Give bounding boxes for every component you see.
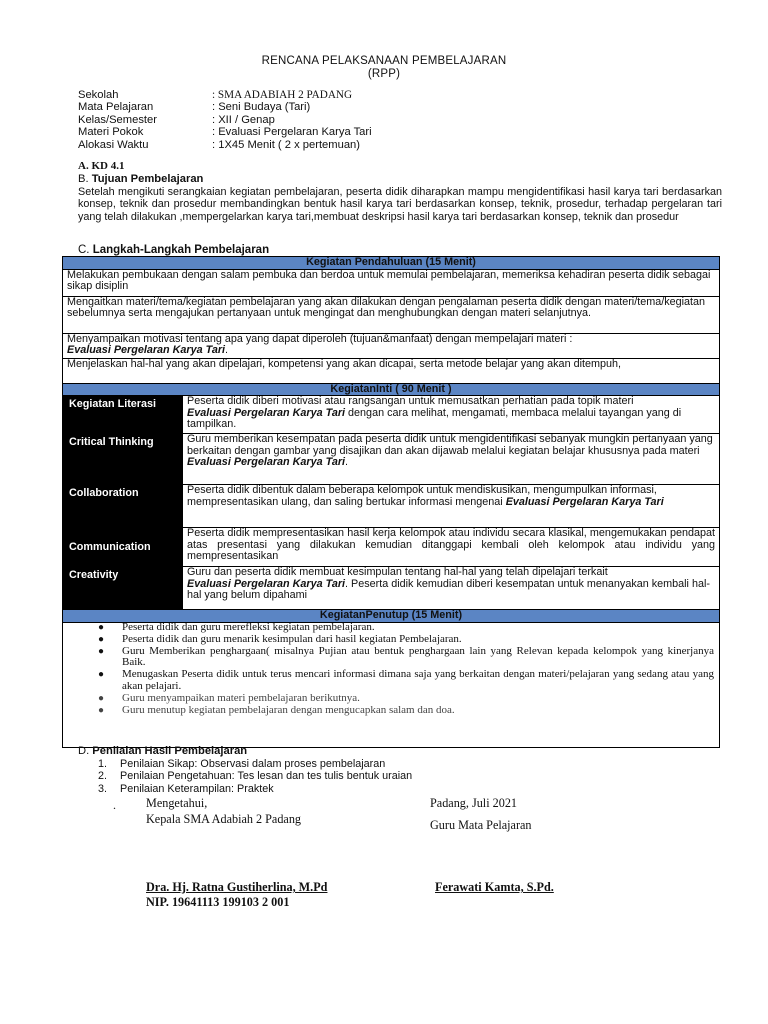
- motivasi-text: Menyampaikan motivasi tentang apa yang dapat diperoleh (tujuan&manfaat) dengan mempelajari materi :: [67, 332, 573, 345]
- bullet-icon: ●: [98, 669, 105, 681]
- penutup-item: Guru Memberikan penghargaan( misalnya Pujian atau bentuk penghargaan lain yang Relevan kepada kelompok yang kinerjanya Baik.: [122, 644, 714, 669]
- penilaian-list: [98, 758, 412, 795]
- critical-topic: Evaluasi Pergelaran Karya Tari: [187, 456, 346, 469]
- section-title: Penilaian Hasil Pembelajaran: [92, 745, 248, 757]
- critical-pre: Guru memberikan kesempatan pada peserta didik untuk mengidentifikasi sebanyak mungkin pertanyaan yang berkaitan dengan gambar yang disajikan dan akan dijawab melalui kegiatan belajar khususnya pada materi: [187, 433, 713, 457]
- table-row: [63, 358, 720, 383]
- signature-dot: .: [113, 798, 116, 812]
- bullet-icon: ●: [98, 692, 105, 704]
- info-label: Mata Pelajaran: [78, 101, 154, 114]
- info-value: : SMA ADABIAH 2 PADANG: [212, 89, 353, 101]
- table-row: [63, 485, 720, 528]
- item-text: Penilaian Pengetahuan: Tes lesan dan tes tulis bentuk uraian: [120, 770, 413, 783]
- penutup-item: Peserta didik dan guru menarik kesimpulan dari hasil kegiatan Pembelajaran.: [122, 632, 462, 645]
- section-b-heading: [78, 173, 203, 185]
- pendahuluan-row-4: Menjelaskan hal-hal yang akan dipelajari, kompetensi yang akan dicapai, serta metode belajar yang akan ditempuh,: [63, 358, 720, 383]
- info-label: Alokasi Waktu: [78, 138, 149, 151]
- signature-left: [146, 796, 301, 827]
- mengetahui-label: Mengetahui,: [146, 796, 208, 810]
- motivasi-topic: Evaluasi Pergelaran Karya Tari: [67, 344, 226, 357]
- list-item: [98, 783, 412, 795]
- literasi-pre: Peserta didik diberi motivasi atau rangsangan untuk memusatkan perhatian pada topik materi: [187, 395, 634, 408]
- communication-content: Peserta didik mempresentasikan hasil kerja kelompok atau individu secara klasikal, mengemukakan pendapat atas presentasi yang dilakukan kemudian ditanggapi kembali oleh kelompok atau individu yang mempresentasikan: [183, 528, 720, 567]
- literasi-content: [183, 396, 720, 434]
- section-d-heading: [78, 745, 247, 757]
- creativity-topic: Evaluasi Pergelaran Karya Tari: [187, 577, 346, 590]
- section-prefix: D.: [78, 745, 93, 757]
- table-row: [63, 296, 720, 333]
- pendahuluan-row-1: Melakukan pembukaan dengan salam pembuka dan berdoa untuk memulai pembelajaran, memeriksa kehadiran peserta didik sebagai sikap disiplin: [63, 269, 720, 296]
- penutup-list: [98, 622, 714, 716]
- list-item: [98, 646, 714, 670]
- list-item: [98, 634, 714, 646]
- section-title: Tujuan Pembelajaran: [91, 173, 204, 185]
- penutup-item: Guru menutup kegiatan pembelajaran dengan mengucapkan salam dan doa.: [122, 703, 455, 716]
- tujuan-paragraph: Setelah mengikuti serangkaian kegiatan pembelajaran, peserta didik diharapkan mampu mengidentifikasi hasil karya tari berdasarkan konsep, teknik dan prosedur membandingkan bentuk hasil karya tari berdasarkan konsep, teknik, prosedur, terhadap pergelaran tari yang telah dilakukan ,mempergelarkan karya tari,membuat deskripsi hasil karya tari berdasarkan konsep, teknik dan prosedur: [78, 186, 722, 223]
- kepala-nip: NIP. 19641113 199103 2 001: [146, 895, 290, 909]
- item-text: Penilaian Sikap: Observasi dalam proses pembelajaran: [120, 758, 386, 770]
- inti-header-row: [63, 383, 720, 396]
- pendahuluan-row-3: [63, 333, 720, 358]
- critical-content: [183, 434, 720, 485]
- collaboration-label: Collaboration: [63, 485, 183, 528]
- bullet-icon: ●: [98, 704, 105, 716]
- bullet-icon: ●: [98, 645, 105, 657]
- critical-post: .: [345, 456, 349, 469]
- creativity-post: . Peserta didik kemudian diberi kesempatan untuk menanyakan kembali hal-hal yang belum dipahami: [187, 577, 710, 602]
- info-row-mapel: [78, 101, 372, 113]
- penutup-item: Menugaskan Peserta didik untuk terus mencari informasi dimana saja yang berkaitan dengan materi/pelajaran yang sedang atau yang akan pelajari.: [122, 668, 714, 692]
- info-label: Kelas/Semester: [78, 113, 157, 126]
- literasi-post: dengan cara melihat, mengamati, membaca melalui tayangan yang di tampilkan.: [187, 406, 682, 431]
- item-number: 1.: [98, 758, 108, 770]
- identity-block: [78, 89, 372, 151]
- collaboration-topic: Evaluasi Pergelaran Karya Tari: [505, 495, 664, 508]
- table-row: [63, 567, 720, 610]
- penutup-item: Guru menyampaikan materi pembelajaran berikutnya.: [122, 691, 360, 704]
- section-prefix: B.: [78, 173, 92, 185]
- table-row: [63, 333, 720, 358]
- table-row: [63, 434, 720, 485]
- info-value: : XII / Genap: [212, 113, 275, 126]
- document-title: RENCANA PELAKSANAAN PEMBELAJARAN: [261, 55, 507, 67]
- info-label: Materi Pokok: [78, 126, 144, 139]
- kepala-label: Kepala SMA Adabiah 2 Padang: [146, 811, 302, 826]
- item-number: 2.: [98, 770, 108, 783]
- info-row-sekolah: [78, 89, 372, 101]
- info-value: : Evaluasi Pergelaran Karya Tari: [212, 126, 372, 139]
- motivasi-end: .: [225, 344, 229, 357]
- guru-name: Ferawati Kamta, S.Pd.: [435, 880, 554, 894]
- list-item: [98, 758, 412, 770]
- kepala-name: Dra. Hj. Ratna Gustiherlina, M.Pd: [146, 880, 328, 894]
- document-subtitle: (RPP): [367, 68, 401, 80]
- pendahuluan-row-2: Mengaitkan materi/tema/kegiatan pembelajaran yang akan dilakukan dengan pengalaman peserta didik dengan materi/tema/kegiatan sebelumnya serta mengajukan pertanyaan untuk mengingat dan menghubungkan dengan materi selanjutnya.: [63, 296, 720, 333]
- penutup-item: Peserta didik dan guru merefleksi kegiatan pembelajaran.: [122, 621, 375, 633]
- info-label: Sekolah: [78, 89, 119, 101]
- list-item: [98, 705, 714, 717]
- section-c-heading: [78, 244, 269, 256]
- list-item: [98, 669, 714, 693]
- info-value: : 1X45 Menit ( 2 x pertemuan): [212, 138, 360, 151]
- info-row-materi: [78, 126, 372, 138]
- creativity-content: [183, 567, 720, 610]
- item-number: 3.: [98, 782, 108, 795]
- bullet-icon: ●: [98, 622, 105, 633]
- communication-label: Communication: [63, 528, 183, 567]
- table-row: [63, 396, 720, 434]
- list-item: [98, 770, 412, 782]
- place-date: Padang, Juli 2021: [430, 796, 518, 810]
- table-row: [63, 528, 720, 567]
- inti-header: KegiatanInti ( 90 Menit ): [63, 383, 720, 396]
- table-row: [63, 269, 720, 296]
- info-row-alokasi: [78, 139, 372, 151]
- collaboration-pre: Peserta didik dibentuk dalam beberapa kelompok untuk mendiskusikan, mengumpulkan informasi, mempresentasikan ulang, dan saling bertukar informasi mengenai: [187, 484, 657, 508]
- info-row-kelas: [78, 114, 372, 126]
- list-item: [98, 693, 714, 705]
- section-title: Langkah-Langkah Pembelajaran: [92, 244, 270, 256]
- literasi-label: Kegiatan Literasi: [63, 396, 183, 434]
- creativity-label: Creativity: [63, 567, 183, 610]
- section-prefix: C.: [78, 244, 93, 256]
- critical-label: Critical Thinking: [63, 434, 183, 485]
- collaboration-content: [183, 485, 720, 528]
- bullet-icon: ●: [98, 633, 105, 645]
- penutup-header: KegiatanPenutup (15 Menit): [63, 610, 720, 623]
- creativity-pre: Guru dan peserta didik membuat kesimpulan tentang hal-hal yang telah dipelajari terkait: [187, 566, 608, 579]
- literasi-topic: Evaluasi Pergelaran Karya Tari: [187, 406, 346, 419]
- guru-role: Guru Mata Pelajaran: [430, 818, 532, 832]
- kd-heading: A. KD 4.1: [78, 160, 125, 172]
- info-value: : Seni Budaya (Tari): [212, 101, 311, 114]
- item-text: Penilaian Keterampilan: Praktek: [120, 782, 274, 795]
- pendahuluan-header-row: [63, 257, 720, 270]
- pendahuluan-header: Kegiatan Pendahuluan (15 Menit): [63, 257, 720, 270]
